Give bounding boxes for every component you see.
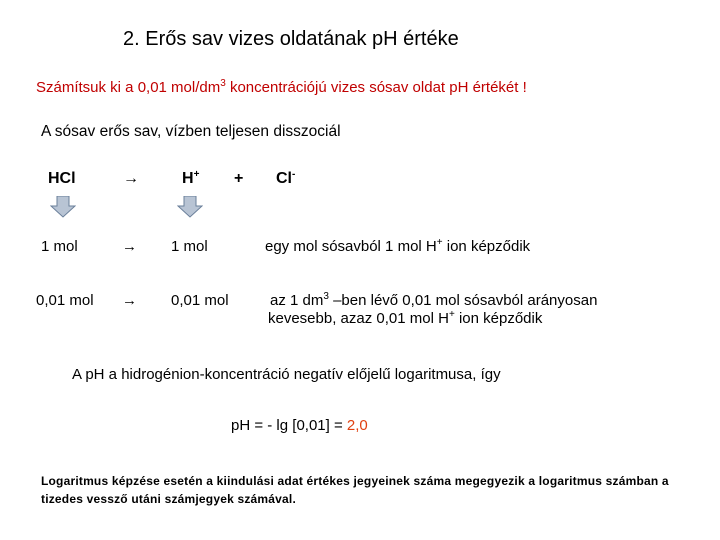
row2-right-amount: 0,01 mol [171, 292, 229, 309]
reaction-arrow: → [123, 170, 139, 187]
row1-arrow: → [122, 238, 137, 255]
reactant-hcl: HCl [48, 170, 76, 187]
plus-sign: + [234, 170, 244, 187]
row2-comment-line2: kevesebb, azaz 0,01 mol H+ ion képződik [268, 309, 543, 327]
row2-left-amount: 0,01 mol [36, 292, 94, 309]
ph-result: 2,0 [346, 417, 368, 434]
row2-arrow: → [122, 292, 137, 309]
page-title: 2. Erős sav vizes oldatának pH értéke [123, 28, 459, 50]
row1-right-amount: 1 mol [171, 238, 208, 255]
ph-formula: pH = - lg [0,01] = 2,0 [231, 417, 368, 434]
task-statement: Számítsuk ki a 0,01 mol/$dm^3$ koncentrációjú vizes sósav oldat pH értékét ! [36, 78, 527, 96]
row1-comment: egy mol sósavból 1 mol H+ ion képződik [265, 237, 531, 255]
row2-comment-line1: az 1 $dm^3$ –ben lévő 0,01 mol sósavból arányosan [270, 291, 598, 309]
footnote: Logaritmus képzése esetén a kiindulási adat értékes jegyeinek száma megegyezik a logaritmus számban a tizedes vessző utáni számjegyek számával. [41, 474, 669, 506]
intro-text: A sósav erős sav, vízben teljesen disszociál [41, 123, 341, 140]
row1-left-amount: 1 mol [41, 238, 78, 255]
down-arrow-icon [177, 196, 203, 218]
product-h-ion: H+ [182, 169, 200, 187]
row2-comment [270, 292, 597, 328]
ph-definition: A pH a hidrogénion-koncentráció negatív előjelű logaritmusa, így [72, 366, 501, 383]
down-arrow-icon [50, 196, 76, 218]
product-cl-ion: Cl- [276, 169, 296, 187]
